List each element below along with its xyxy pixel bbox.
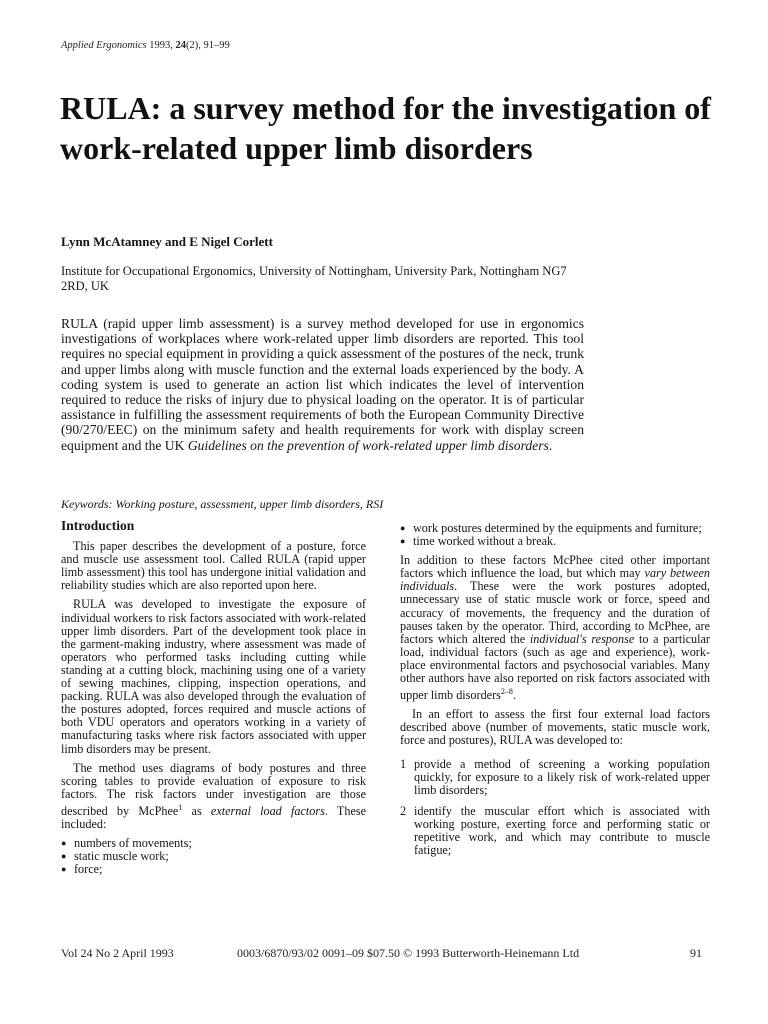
journal-volume: 24 bbox=[175, 40, 187, 51]
list-item: ● static muscle work; bbox=[61, 850, 366, 863]
list-item bbox=[400, 805, 710, 857]
external-load-factors-term: external load factors bbox=[210, 803, 325, 818]
rula-aims-list bbox=[400, 758, 710, 858]
load-factor-list bbox=[61, 837, 366, 876]
load-factor-list-continued bbox=[400, 522, 710, 548]
footer-volume: Vol 24 No 2 April 1993 bbox=[61, 946, 174, 960]
individuals-response-term: individual's response bbox=[529, 631, 635, 646]
journal-pages: 91–99 bbox=[203, 40, 230, 51]
intro-paragraph-3 bbox=[61, 762, 366, 832]
author-affiliation: Institute for Occupational Ergonomics, University of Nottingham, University Park, Nottingham NG7 2RD, UK bbox=[61, 264, 567, 293]
journal-year: 1993, bbox=[149, 40, 173, 51]
introduction-heading: Introduction bbox=[61, 518, 135, 533]
list-text: provide a method of screening a working population quickly, for exposure to a likely risk of work-related upper limb disorders; bbox=[414, 756, 710, 797]
list-item: ● numbers of movements; bbox=[61, 837, 366, 850]
p4-text-2: . These were the work postures adopted, unnecessary use of static muscle work or force, speed and accuracy of movements, the frequency and the duration of pauses taken by the operator. Third, according to McPhee, are factors which altered the bbox=[400, 579, 710, 646]
abstract-end: . bbox=[548, 437, 553, 453]
footer-copyright: 0003/6870/93/02 0091–09 $07.50 © 1993 Butterworth-Heinemann Ltd bbox=[237, 946, 580, 960]
intro-paragraph-1: This paper describes the development of a posture, force and muscle use assessment tool. Called RULA (rapid upper limb assessment) this tool has undergone initial validation and reliability studies which are also reported upon here. bbox=[61, 539, 366, 593]
p3-text-2: as bbox=[182, 803, 211, 818]
journal-issue: (2), bbox=[186, 40, 201, 51]
p4-text-3: to a particular load, individual factors (such as age and experience), work-place environmental factors and psychosocial variables. Many other authors have also reported on risk factors associated with upper limb disorders bbox=[400, 631, 710, 703]
p3-text-3: . These included: bbox=[61, 803, 367, 832]
abstract-text: RULA (rapid upper limb assessment) is a survey method developed for use in ergonomics investigations of workplaces where work-related upper limb disorders are reported. This tool requires no special equipment in providing a quick assessment of the postures of the neck, trunk and upper limbs along with muscle function and the external loads experienced by the body. A coding system is used to generate an action list which indicates the level of intervention required to reduce the risks of injury due to physical loading on the operator. It is of particular assistance in fulfilling the assessment requirements of both the European Community Directive (90/270/EEC) on the minimum safety and health requirements for work with display screen equipment and the UK bbox=[61, 316, 584, 453]
list-number: 2 bbox=[400, 803, 407, 818]
page-number: 91 bbox=[690, 946, 702, 960]
list-item bbox=[400, 758, 710, 797]
citation-2-8: 2–8 bbox=[500, 687, 513, 697]
keywords: Keywords: Working posture, assessment, upper limb disorders, RSI bbox=[61, 497, 384, 511]
paper-authors: Lynn McAtamney and E Nigel Corlett bbox=[61, 234, 273, 249]
list-item: ● force; bbox=[61, 863, 366, 876]
list-number: 1 bbox=[400, 756, 407, 771]
list-text: identify the muscular effort which is associated with working posture, exerting force and performing static or repetitive work, and which may contribute to muscle fatigue; bbox=[414, 803, 710, 858]
p3-text: The method uses diagrams of body postures and three scoring tables to provide evaluation of exposure to risk factors. The risk factors under investigation are those described by McPhee bbox=[61, 760, 366, 818]
right-column bbox=[400, 522, 710, 865]
journal-name: Applied Ergonomics bbox=[61, 40, 147, 51]
intro-paragraph-5: In an effort to assess the first four external load factors described above (number of movements, static muscle work, force and postures), RULA was developed to: bbox=[400, 707, 710, 748]
list-item: ● time worked without a break. bbox=[400, 535, 710, 548]
citation-1: 1 bbox=[178, 802, 183, 812]
abstract bbox=[61, 316, 584, 453]
intro-paragraph-2: RULA was developed to investigate the exposure of individual workers to risk factors associated with work-related upper limb disorders. Part of the development took place in the garment-making industry, where assessment was made of operators who performed tasks including cutting while standing at a cutting block, machining using one of a variety of sewing machines, clipping, inspection operations, and packing. RULA was also developed through the evaluation of the postures adopted, forces required and muscle actions of both VDU operators and operators working in a variety of manufacturing tasks where risk factors associated with upper limb disorders may be present. bbox=[61, 597, 366, 756]
p4-text: In addition to these factors McPhee cited other important factors which influence the load, but which may bbox=[400, 553, 710, 581]
abstract-guidelines-title: Guidelines on the prevention of work-related upper limb disorders bbox=[187, 437, 549, 453]
intro-paragraph-4 bbox=[400, 554, 710, 702]
left-column bbox=[61, 519, 366, 882]
list-item: ● work postures determined by the equipments and furniture; bbox=[400, 522, 710, 535]
vary-between-individuals-term: vary between individuals bbox=[400, 566, 710, 594]
journal-reference bbox=[61, 40, 230, 51]
p4-end: . bbox=[512, 688, 516, 703]
paper-title: RULA: a survey method for the investigation of work-related upper limb disorders bbox=[60, 90, 711, 166]
